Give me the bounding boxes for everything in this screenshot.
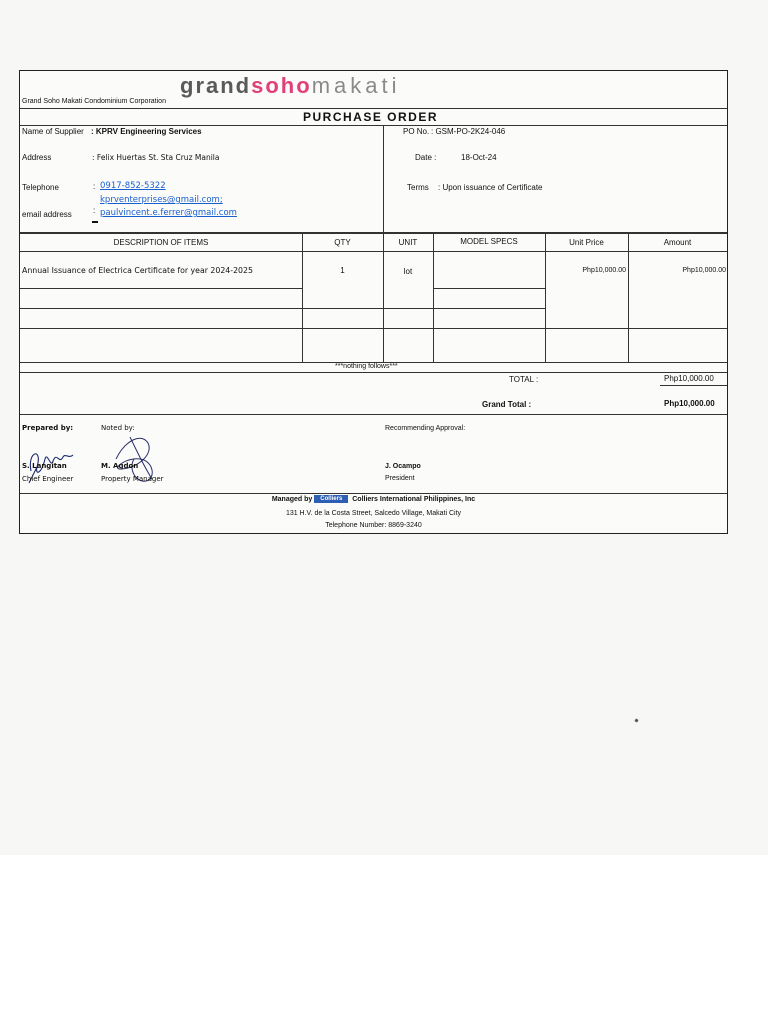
address-label: Address [22,153,52,162]
email-link-1[interactable]: kprventerprises@gmail.com; [100,195,223,205]
corporation-name: Grand Soho Makati Condominium Corporation [22,98,166,105]
email-link-2[interactable]: paulvincent.e.ferrer@gmail.com [100,208,237,218]
management-company: Colliers International Philippines, Inc [352,495,476,503]
date-value: 18-Oct-24 [461,153,497,162]
approval-name: J. Ocampo [385,463,421,470]
terms-label: Terms [407,183,429,192]
col-description: DESCRIPTION OF ITEMS [113,238,209,247]
email-colon: : [93,206,96,215]
col-qty: QTY [334,238,351,247]
purchase-order-form [19,70,728,534]
item-unit: lot [403,267,413,276]
grand-total-label: Grand Total : [482,400,532,409]
terms-value: : Upon issuance of Certificate [438,183,543,192]
managed-by-line [20,495,727,503]
telephone-label: Telephone [22,183,59,192]
date-label: Date : [415,153,437,162]
col-model-specs: MODEL SPECS [460,237,518,246]
po-number-label: PO No. [403,127,430,136]
email-label: email address [22,210,72,219]
brand-logo: grandsohomakati [180,73,401,98]
item-unit-price: Php10,000.00 [582,267,626,274]
po-number: : GSM-PO-2K24-046 [431,127,506,136]
item-description: Annual Issuance of Electrica Certificate for year 2024-2025 [22,266,253,275]
telephone-link[interactable]: 0917-852-5322 [100,181,166,191]
col-unit: UNIT [398,238,418,247]
managed-by-label: Managed by [271,495,313,503]
noted-by-label: Noted by: [101,424,135,432]
grand-total-value: Php10,000.00 [664,399,715,408]
col-amount: Amount [663,238,692,247]
address-value: : Felix Huertas St. Sta Cruz Manila [92,153,220,162]
total-label: TOTAL : [509,375,539,384]
telephone-colon: : [93,182,96,191]
recommending-approval-label: Recommending Approval: [385,425,466,432]
noted-name: M. Agdon [101,462,139,470]
nothing-follows-note: ***nothing follows*** [335,363,398,370]
prepared-title: Chief Engineer [22,475,74,483]
item-qty: 1 [340,266,345,275]
supplier-name: : KPRV Engineering Services [91,127,202,136]
col-unit-price: Unit Price [569,238,604,247]
supplier-name-label: Name of Supplier [22,127,84,136]
prepared-name: S. Langitan [22,462,67,470]
total-value: Php10,000.00 [664,374,714,383]
footer-telephone: Telephone Number: 8869-3240 [325,522,422,529]
page-title: PURCHASE ORDER [303,110,439,124]
footer-address: 131 H.V. de la Costa Street, Salcedo Village, Makati City [285,510,462,517]
prepared-by-label: Prepared by: [22,424,74,432]
approval-title: President [385,475,415,482]
noted-title: Property Manager [101,475,164,483]
item-amount: Php10,000.00 [682,267,726,274]
colliers-badge: Colliers [314,495,348,503]
